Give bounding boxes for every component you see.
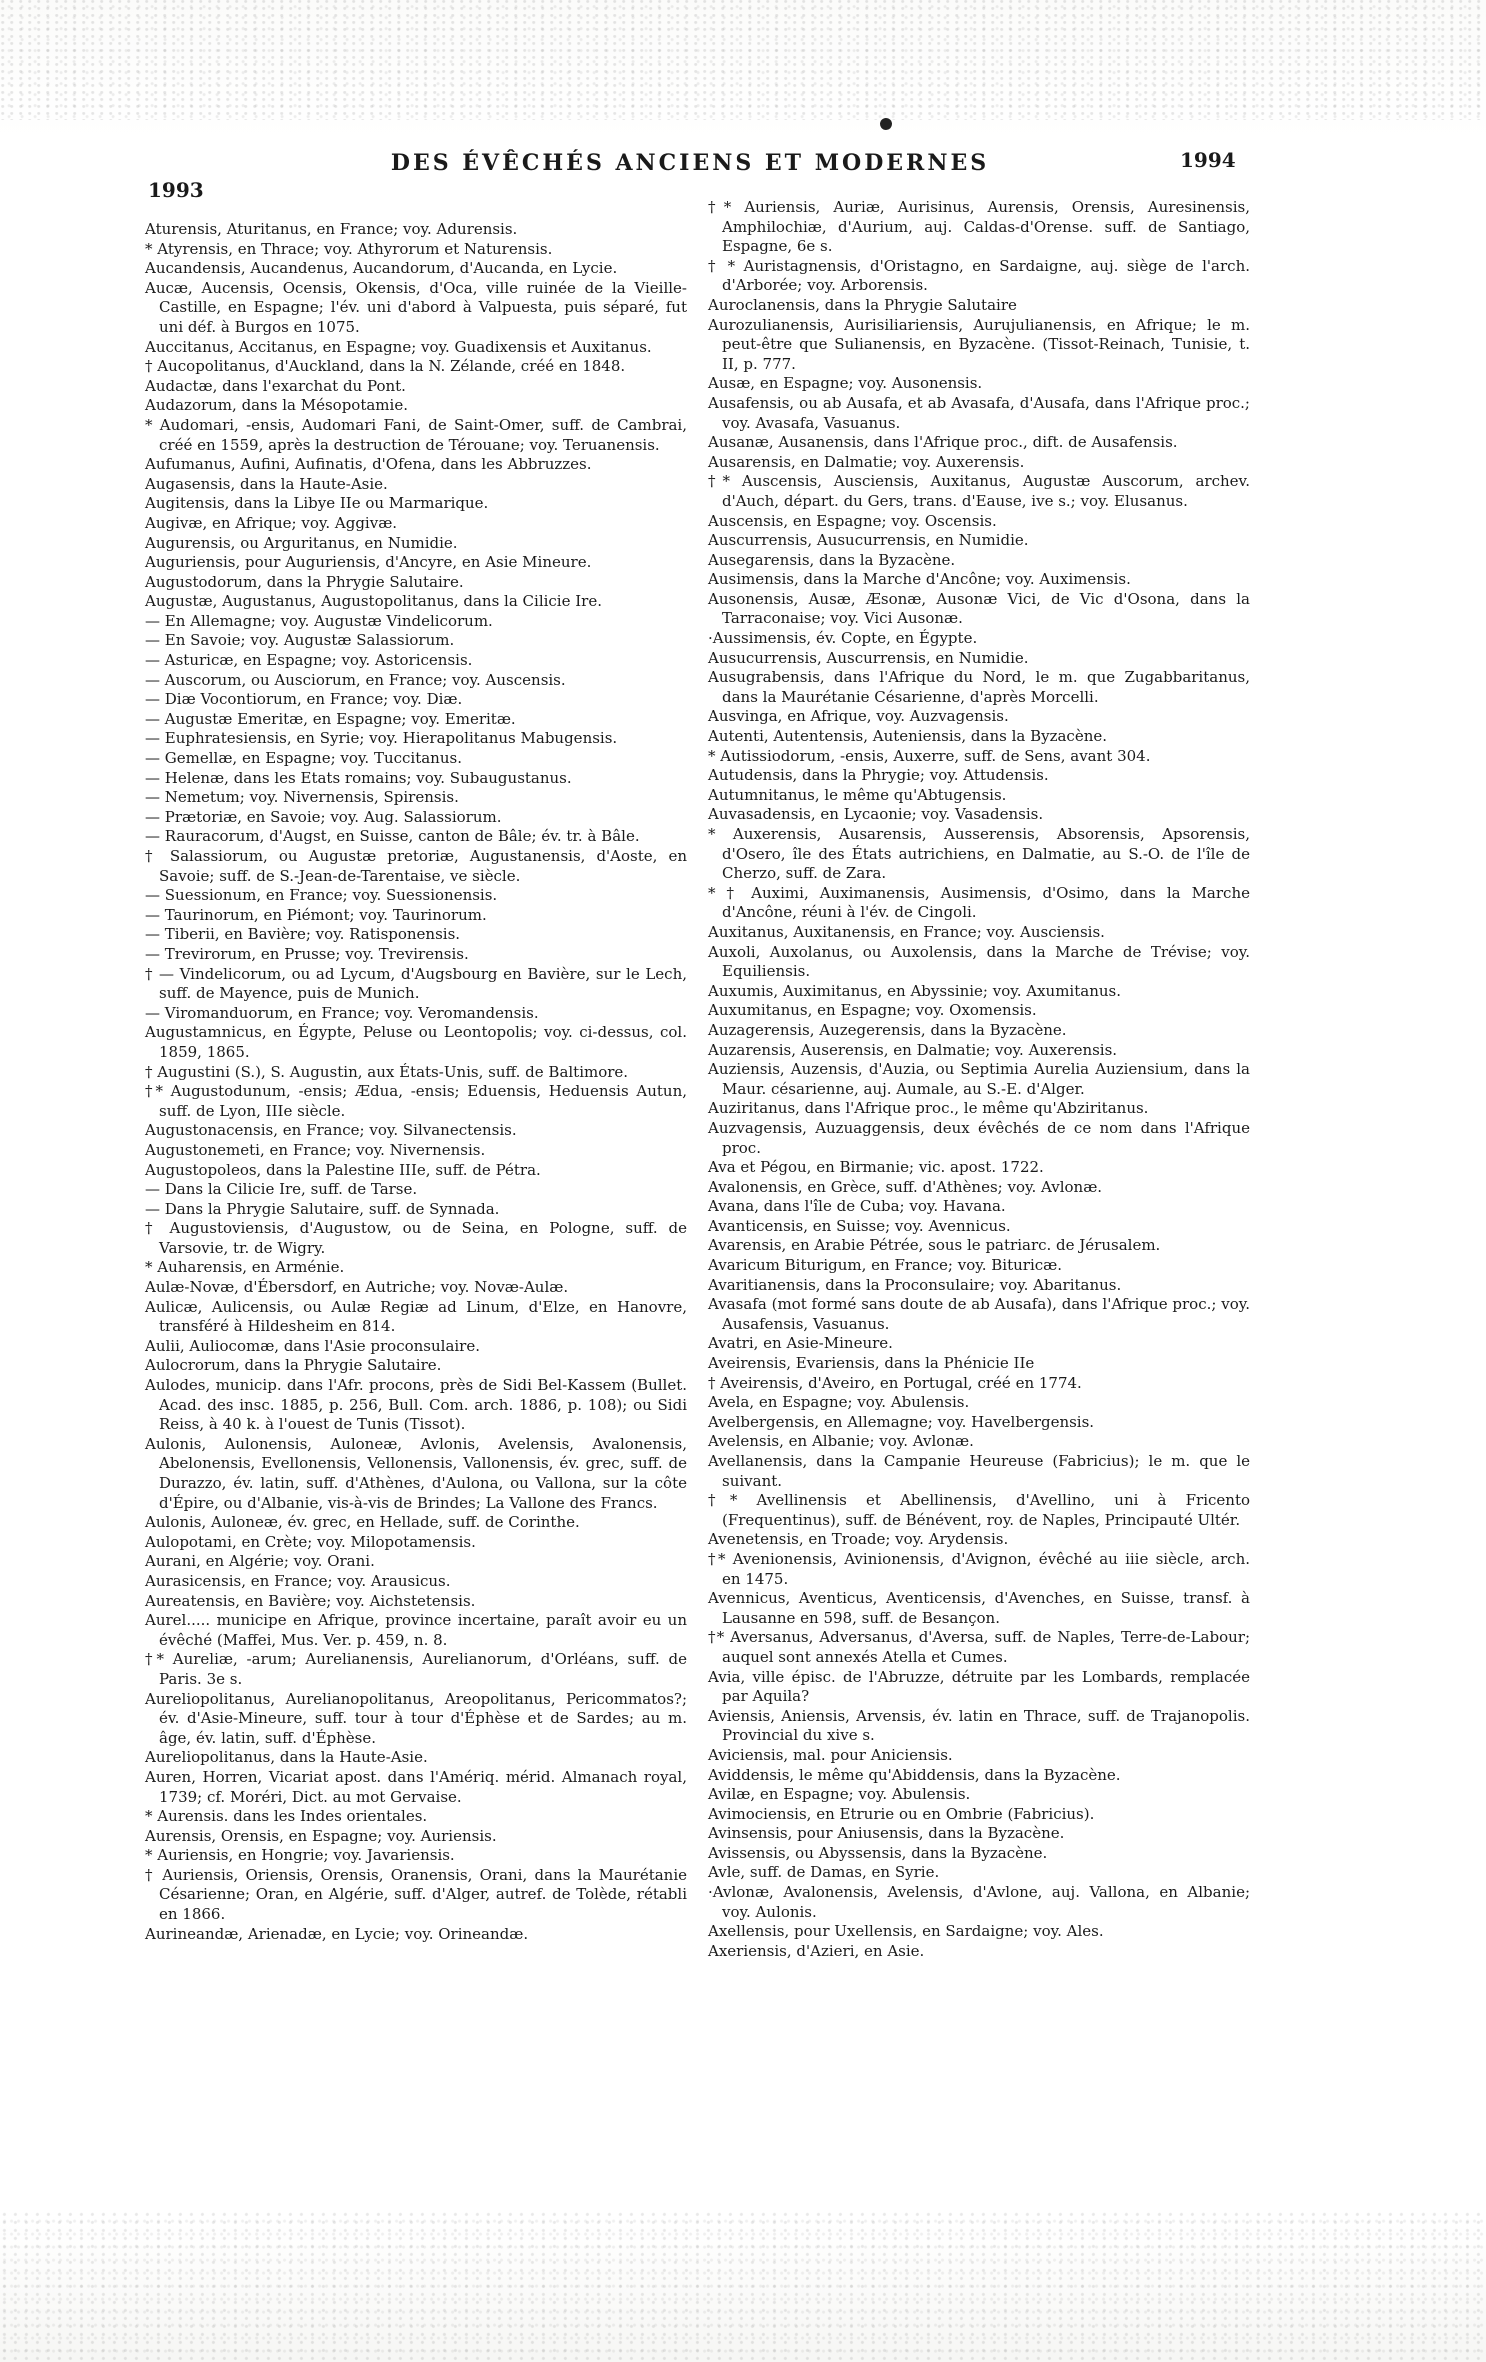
- entry: Ausonensis, Ausæ, Æsonæ, Ausonæ Vici, de Vic d'Osona, dans la Tarraconaise; voy. Vici Ausonæ.: [708, 589, 1250, 628]
- entry: Audazorum, dans la Mésopotamie.: [145, 396, 408, 415]
- entry: † Salassiorum, ou Augustæ pretoriæ, Augustanensis, d'Aoste, en Savoie; suff. de S.-Jean-de-Tarentaise, ve siècle.: [145, 847, 687, 885]
- entry: Aucandensis, Aucandenus, Aucandorum, d'Aucanda, en Lycie.: [145, 259, 618, 278]
- entry: †* Augustodunum, -ensis; Ædua, -ensis; Eduensis, Heduensis Autun, suff. de Lyon, IIIe siècle.: [145, 1082, 687, 1120]
- entry: †* Auscensis, Ausciensis, Auxitanus, Augustæ Auscorum, archev. d'Auch, départ. du Gers, trans. d'Eause, ive s.; voy. Elusanus.: [708, 472, 1250, 510]
- entry: †* Avenionensis, Avinionensis, d'Avignon, évêché au iiie siècle, arch. en 1475.: [708, 1549, 1250, 1588]
- entry: Aulicæ, Aulicensis, ou Aulæ Regiæ ad Linum, d'Elze, en Hanovre, transféré à Hildesheim en 814.: [145, 1297, 687, 1336]
- entry: — Tiberii, en Bavière; voy. Ratisponensis.: [145, 925, 461, 944]
- entry: Aureliopolitanus, Aurelianopolitanus, Areopolitanus, Pericommatos?; év. d'Asie-Mineure, suff. tour à tour d'Éphèse et de Sardes; au m. âge, év. latin, suff. d'Éphèse.: [145, 1689, 687, 1747]
- entry: Auroclanensis, dans la Phrygie Salutaire: [708, 295, 1017, 314]
- entry: Avelbergensis, en Allemagne; voy. Havelbergensis.: [708, 1412, 1095, 1431]
- page-number-left: 1993: [148, 178, 204, 202]
- entry: Avaricum Biturigum, en France; voy. Bituricæ.: [708, 1256, 1063, 1275]
- entry: Avenetensis, en Troade; voy. Arydensis.: [708, 1530, 1009, 1549]
- entry: — En Savoie; voy. Augustæ Salassiorum.: [145, 631, 455, 650]
- entry: Avennicus, Aventicus, Aventicensis, d'Avenches, en Suisse, transf. à Lausanne en 598, suff. de Besançon.: [708, 1589, 1250, 1627]
- entry: Aulonis, Auloneæ, év. grec, en Hellade, suff. de Corinthe.: [145, 1513, 580, 1532]
- entry: Aufumanus, Aufini, Aufinatis, d'Ofena, dans les Abbruzzes.: [145, 455, 592, 474]
- entry: — Euphratesiensis, en Syrie; voy. Hierapolitanus Mabugensis.: [145, 729, 618, 748]
- entry: † Aucopolitanus, d'Auckland, dans la N. Zélande, créé en 1848.: [145, 357, 626, 376]
- entry: ·Avlonæ, Avalonensis, Avelensis, d'Avlone, auj. Vallona, en Albanie; voy. Aulonis.: [708, 1883, 1250, 1921]
- entry: Auxitanus, Auxitanensis, en France; voy. Ausciensis.: [708, 922, 1105, 941]
- entry: — Dans la Phrygie Salutaire, suff. de Synnada.: [145, 1199, 500, 1218]
- entry: Ausugrabensis, dans l'Afrique du Nord, le m. que Zugabbaritanus, dans la Maurétanie Césarienne, d'après Morcelli.: [708, 668, 1250, 706]
- entry: Avellanensis, dans la Campanie Heureuse (Fabricius); le m. que le suivant.: [708, 1452, 1250, 1490]
- entry: Aurani, en Algérie; voy. Orani.: [145, 1552, 375, 1571]
- entry: Aurozulianensis, Aurisiliariensis, Aurujulianensis, en Afrique; le m. peut-être que Sulianensis, en Byzacène. (Tissot-Reinach, Tunisie, t. II, p. 777.: [708, 315, 1250, 373]
- entry: * † Auximi, Auximanensis, Ausimensis, d'Osimo, dans la Marche d'Ancône, réuni à l'év. de Cingoli.: [708, 883, 1250, 922]
- entry: Auxumis, Auximitanus, en Abyssinie; voy. Axumitanus.: [708, 981, 1121, 1000]
- entry: Avelensis, en Albanie; voy. Avlonæ.: [708, 1432, 974, 1451]
- entry: Autenti, Autentensis, Auteniensis, dans la Byzacène.: [708, 727, 1108, 746]
- entry: Auxumitanus, en Espagne; voy. Oxomensis.: [708, 1001, 1037, 1020]
- entry: Auzvagensis, Auzuaggensis, deux évêchés de ce nom dans l'Afrique proc.: [708, 1118, 1250, 1157]
- entry: Auzagerensis, Auzegerensis, dans la Byzacène.: [708, 1020, 1067, 1039]
- entry: † Aveirensis, d'Aveiro, en Portugal, créé en 1774.: [708, 1373, 1082, 1392]
- entry: Aurineandæ, Arienadæ, en Lycie; voy. Orineandæ.: [145, 1924, 529, 1943]
- entry: Avaritianensis, dans la Proconsulaire; voy. Abaritanus.: [708, 1275, 1122, 1294]
- entry: — Prætoriæ, en Savoie; voy. Aug. Salassiorum.: [145, 807, 502, 826]
- entry: — Helenæ, dans les Etats romains; voy. Subaugustanus.: [145, 768, 572, 787]
- entry: Auscensis, en Espagne; voy. Oscensis.: [708, 511, 997, 530]
- entry: Aureliopolitanus, dans la Haute-Asie.: [145, 1748, 428, 1767]
- entry: Ausvinga, en Afrique, voy. Auzvagensis.: [708, 707, 1009, 726]
- entry: Audactæ, dans l'exarchat du Pont.: [145, 376, 406, 395]
- entry: Aurensis, Orensis, en Espagne; voy. Auriensis.: [145, 1826, 497, 1845]
- entry: Ausegarensis, dans la Byzacène.: [708, 550, 956, 569]
- entry: Auziensis, Auzensis, d'Auzia, ou Septimia Aurelia Auziensium, dans la Maur. césarienne, auj. Aumale, au S.-E. d'Alger.: [708, 1060, 1250, 1098]
- entry: — Taurinorum, en Piémont; voy. Taurinorum.: [145, 905, 487, 924]
- entry: Aucæ, Aucensis, Ocensis, Okensis, d'Oca, ville ruinée de la Vieille-Castille, en Espagne; l'év. uni d'abord à Valpuesta, puis séparé, fut uni déf. à Burgos en 1075.: [145, 278, 687, 336]
- entry: Auguriensis, pour Auguriensis, d'Ancyre, en Asie Mineure.: [145, 553, 592, 572]
- entry: Auscurrensis, Ausucurrensis, en Numidie.: [708, 531, 1029, 550]
- scan-noise-top: [0, 0, 1486, 120]
- entry: — Viromanduorum, en France; voy. Veromandensis.: [145, 1003, 539, 1022]
- entry: Avia, ville épisc. de l'Abruzze, détruite par les Lombards, remplacée par Aquila?: [708, 1667, 1250, 1706]
- entry: — Auscorum, ou Ausciorum, en France; voy. Auscensis.: [145, 670, 566, 689]
- entry: Augasensis, dans la Haute-Asie.: [145, 474, 388, 493]
- entry: ·Aussimensis, év. Copte, en Égypte.: [708, 629, 978, 648]
- entry: Ausimensis, dans la Marche d'Ancône; voy. Auximensis.: [708, 570, 1131, 589]
- entry: — Trevirorum, en Prusse; voy. Trevirensis.: [145, 944, 469, 963]
- entry: Augurensis, ou Arguritanus, en Numidie.: [145, 533, 458, 552]
- entry: Augustonemeti, en France; voy. Nivernensis.: [145, 1140, 486, 1159]
- entry: Auren, Horren, Vicariat apost. dans l'Amériq. mérid. Almanach royal, 1739; cf. Moréri, Dict. au mot Gervaise.: [145, 1767, 687, 1806]
- entry: Augustonacensis, en France; voy. Silvanectensis.: [145, 1121, 517, 1140]
- entry: — Dans la Cilicie Ire, suff. de Tarse.: [145, 1180, 418, 1199]
- entry: Auziritanus, dans l'Afrique proc., le même qu'Abziritanus.: [708, 1099, 1149, 1118]
- entry: Auxoli, Auxolanus, ou Auxolensis, dans la Marche de Trévise; voy. Equiliensis.: [708, 942, 1250, 981]
- entry: † Augustini (S.), S. Augustin, aux États-Unis, suff. de Baltimore.: [145, 1062, 629, 1081]
- right-column: [708, 198, 1250, 1961]
- entry: Ausucurrensis, Auscurrensis, en Numidie.: [708, 648, 1029, 667]
- entry: Avatri, en Asie-Mineure.: [708, 1334, 893, 1353]
- entry: — Suessionum, en France; voy. Suessionensis.: [145, 886, 498, 905]
- entry: Auvasadensis, en Lycaonie; voy. Vasadensis.: [708, 805, 1044, 824]
- entry: — Gemellæ, en Espagne; voy. Tuccitanus.: [145, 749, 462, 768]
- entry: — Asturicæ, en Espagne; voy. Astoricensis.: [145, 651, 473, 670]
- entry: Avilæ, en Espagne; voy. Abulensis.: [708, 1785, 971, 1804]
- entry: Avanticensis, en Suisse; voy. Avennicus.: [708, 1216, 1011, 1235]
- entry: Avasafa (mot formé sans doute de ab Ausafa), dans l'Afrique proc.; voy. Ausafensis, Vasuanus.: [708, 1295, 1250, 1333]
- entry: Aulæ-Novæ, d'Ébersdorf, en Autriche; voy. Novæ-Aulæ.: [145, 1278, 569, 1297]
- entry: Aurel..... municipe en Afrique, province incertaine, paraît avoir eu un évêché (Maffei, Mus. Ver. p. 459, n. 8.: [145, 1611, 687, 1649]
- entry: Avana, dans l'île de Cuba; voy. Havana.: [708, 1197, 1006, 1216]
- entry: Aulonis, Aulonensis, Auloneæ, Avlonis, Avelensis, Avalonensis, Abelonensis, Evellonensis, Vellonensis, Vallonensis, év. grec, suff. de Durazzo, év. latin, suff. d'Athènes, d'Aulona, ou Vallona, sur la côte d'Épire, ou d'Albanie, vis-à-vis de Brindes; La Vallone des Francs.: [145, 1434, 687, 1512]
- entry: * Auriensis, en Hongrie; voy. Javariensis.: [145, 1846, 455, 1865]
- entry: Augustodorum, dans la Phrygie Salutaire.: [145, 572, 464, 591]
- entry: Aulocrorum, dans la Phrygie Salutaire.: [145, 1356, 442, 1375]
- entry: * Aurensis. dans les Indes orientales.: [145, 1807, 428, 1826]
- entry: — En Allemagne; voy. Augustæ Vindelicorum.: [145, 611, 493, 630]
- entry: Aulodes, municip. dans l'Afr. procons, près de Sidi Bel-Kassem (Bullet. Acad. des insc. 1885, p. 256, Bull. Com. arch. 1886, p. 108); ou Sidi Reiss, à 40 k. à l'ouest de Tunis (Tissot).: [145, 1376, 687, 1434]
- entry: * Autissiodorum, -ensis, Auxerre, suff. de Sens, avant 304.: [708, 746, 1151, 765]
- ink-spot: [880, 118, 892, 130]
- entry: — Rauracorum, d'Augst, en Suisse, canton de Bâle; év. tr. à Bâle.: [145, 827, 640, 846]
- entry: Ausæ, en Espagne; voy. Ausonensis.: [708, 374, 983, 393]
- entry: †* Auriensis, Auriæ, Aurisinus, Aurensis, Orensis, Auresinensis, Amphilochiæ, d'Aurium, auj. Caldas-d'Orense. suff. de Santiago, Espagne, 6e s.: [708, 198, 1250, 256]
- entry: Augitensis, dans la Libye IIe ou Marmarique.: [145, 494, 489, 513]
- entry: Augustæ, Augustanus, Augustopolitanus, dans la Cilicie Ire.: [145, 592, 602, 611]
- entry: — Augustæ Emeritæ, en Espagne; voy. Emeritæ.: [145, 709, 516, 728]
- entry: Aviciensis, mal. pour Aniciensis.: [708, 1745, 953, 1764]
- entry: Aulii, Auliocomæ, dans l'Asie proconsulaire.: [145, 1336, 481, 1355]
- entry: Auzarensis, Auserensis, en Dalmatie; voy. Auxerensis.: [708, 1040, 1118, 1059]
- entry: Aveirensis, Evariensis, dans la Phénicie IIe: [708, 1354, 1035, 1373]
- entry: * Auxerensis, Ausarensis, Ausserensis, Absorensis, Apsorensis, d'Osero, île des États autrichiens, en Dalmatie, au S.-O. de l'île de Cherzo, suff. de Zara.: [708, 825, 1250, 883]
- entry: Aureatensis, en Bavière; voy. Aichstetensis.: [145, 1591, 476, 1610]
- entry: †* Avellinensis et Abellinensis, d'Avellino, uni à Fricento (Frequentinus), suff. de Bénévent, roy. de Naples, Principauté Ultér.: [708, 1491, 1250, 1529]
- entry: Aurasicensis, en France; voy. Arausicus.: [145, 1571, 451, 1590]
- running-head: DES ÉVÊCHÉS ANCIENS ET MODERNES: [390, 150, 990, 176]
- scan-noise-bottom: [0, 2212, 1486, 2362]
- entry: Aviddensis, le même qu'Abiddensis, dans la Byzacène.: [708, 1765, 1121, 1784]
- entry: † Auriensis, Oriensis, Orensis, Oranensis, Orani, dans la Maurétanie Césarienne; Oran, en Algérie, suff. d'Alger, autref. de Tolède, rétabli en 1866.: [145, 1865, 687, 1924]
- entry: Axeriensis, d'Azieri, en Asie.: [708, 1941, 925, 1960]
- entry: Avalonensis, en Grèce, suff. d'Athènes; voy. Avlonæ.: [708, 1177, 1103, 1196]
- entry: †* Aversanus, Adversanus, d'Aversa, suff. de Naples, Terre-de-Labour; auquel sont annexés Atella et Cumes.: [708, 1628, 1250, 1666]
- entry: Augustopoleos, dans la Palestine IIIe, suff. de Pétra.: [145, 1160, 541, 1179]
- entry: † — Vindelicorum, ou ad Lycum, d'Augsbourg en Bavière, sur le Lech, suff. de Mayence, puis de Munich.: [145, 964, 687, 1003]
- entry: † Augustoviensis, d'Augustow, ou de Seina, en Pologne, suff. de Varsovie, tr. de Wigry.: [145, 1219, 687, 1257]
- entry: — Nemetum; voy. Nivernensis, Spirensis.: [145, 788, 459, 807]
- entry: Ava et Pégou, en Birmanie; vic. apost. 1722.: [708, 1158, 1044, 1177]
- entry: Augustamnicus, en Égypte, Peluse ou Leontopolis; voy. ci-dessus, col. 1859, 1865.: [145, 1023, 687, 1061]
- entry: Ausarensis, en Dalmatie; voy. Auxerensis.: [708, 452, 1025, 471]
- entry: Auccitanus, Accitanus, en Espagne; voy. Guadixensis et Auxitanus.: [145, 337, 652, 356]
- entry: Axellensis, pour Uxellensis, en Sardaigne; voy. Ales.: [708, 1922, 1104, 1941]
- entry: Avissensis, ou Abyssensis, dans la Byzacène.: [708, 1843, 1048, 1862]
- entry: — Diæ Vocontiorum, en France; voy. Diæ.: [145, 690, 463, 709]
- left-column: [145, 220, 687, 1944]
- entry: Aturensis, Aturitanus, en France; voy. Adurensis.: [145, 220, 518, 238]
- entry: * Auharensis, en Arménie.: [145, 1258, 345, 1277]
- entry: * Atyrensis, en Thrace; voy. Athyrorum et Naturensis.: [145, 239, 553, 258]
- entry: Aviensis, Aniensis, Arvensis, év. latin en Thrace, suff. de Trajanopolis. Provincial du xive s.: [708, 1706, 1250, 1745]
- entry: Ausafensis, ou ab Ausafa, et ab Avasafa, d'Ausafa, dans l'Afrique proc.; voy. Avasafa, Vasuanus.: [708, 393, 1250, 432]
- entry: Avimociensis, en Etrurie ou en Ombrie (Fabricius).: [708, 1804, 1095, 1823]
- entry: Aulopotami, en Crète; voy. Milopotamensis.: [145, 1532, 476, 1551]
- entry: Autumnitanus, le même qu'Abtugensis.: [708, 785, 1007, 804]
- entry: Autudensis, dans la Phrygie; voy. Attudensis.: [708, 766, 1049, 785]
- entry: Avarensis, en Arabie Pétrée, sous le patriarc. de Jérusalem.: [708, 1236, 1161, 1255]
- entry: †* Aureliæ, -arum; Aurelianensis, Aurelianorum, d'Orléans, suff. de Paris. 3e s.: [145, 1650, 687, 1688]
- page-number-right: 1994: [1180, 148, 1236, 172]
- entry: Augivæ, en Afrique; voy. Aggivæ.: [145, 513, 398, 532]
- entry: † * Auristagnensis, d'Oristagno, en Sardaigne, auj. siège de l'arch. d'Arborée; voy. Arborensis.: [708, 256, 1250, 295]
- entry: Avle, suff. de Damas, en Syrie.: [708, 1863, 940, 1882]
- entry: Ausanæ, Ausanensis, dans l'Afrique proc., dift. de Ausafensis.: [708, 433, 1178, 452]
- entry: Avela, en Espagne; voy. Abulensis.: [708, 1393, 970, 1412]
- entry: * Audomari, -ensis, Audomari Fani, de Saint-Omer, suff. de Cambrai, créé en 1559, après la destruction de Térouane; voy. Teruanensis.: [145, 415, 687, 454]
- entry: Avinsensis, pour Aniusensis, dans la Byzacène.: [708, 1824, 1065, 1843]
